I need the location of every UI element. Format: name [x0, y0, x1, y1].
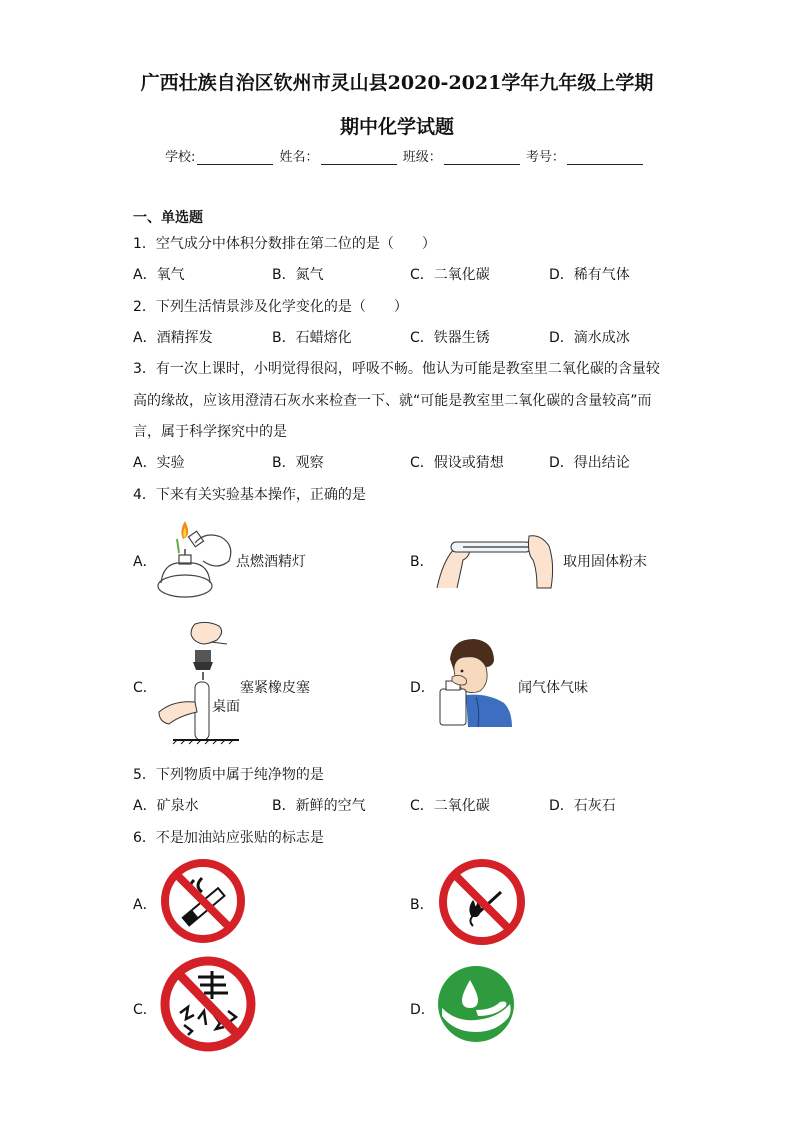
question-1-option-c[interactable]: C．二氧化碳: [410, 267, 490, 283]
question-5-stem: 5．下列物质中属于纯净物的是: [133, 767, 324, 783]
alcohol-lamp-lighting-illustration: [155, 513, 240, 601]
class-label: 班级：: [402, 150, 442, 165]
name-field[interactable]: [321, 150, 397, 165]
question-2-option-b[interactable]: B．石蜡熔化: [272, 330, 352, 346]
question-1-option-b[interactable]: B．氮气: [272, 267, 324, 283]
question-6-option-c-letter[interactable]: C．: [133, 1002, 157, 1018]
question-3-stem-line1: 3．有一次上课时，小明觉得很闷，呼吸不畅。他认为可能是教室里二氧化碳的含量较: [133, 361, 660, 377]
question-4-option-c-caption-table: 桌面: [212, 699, 240, 715]
question-3-stem-line3: 言，属于科学探究中的是: [133, 424, 287, 440]
question-5-option-d[interactable]: D．石灰石: [549, 798, 616, 814]
question-1-stem: 1．空气成分中体积分数排在第二位的是（ ）: [133, 236, 436, 252]
question-6-option-d-letter[interactable]: D．: [410, 1002, 435, 1018]
question-5-option-b[interactable]: B．新鲜的空气: [272, 798, 366, 814]
question-4-option-c-letter[interactable]: C．: [133, 680, 157, 696]
question-4-option-b-letter[interactable]: B．: [410, 554, 434, 570]
rubber-stopper-illustration: [155, 620, 245, 745]
question-4-stem: 4．下来有关实验基本操作，正确的是: [133, 487, 366, 503]
question-3-option-d[interactable]: D．得出结论: [549, 455, 630, 471]
question-3-option-a[interactable]: A．实验: [133, 455, 185, 471]
question-6-stem: 6．不是加油站应张贴的标志是: [133, 830, 324, 846]
question-3-option-c[interactable]: C．假设或猜想: [410, 455, 504, 471]
school-label: 学校:: [165, 150, 196, 165]
powder-test-tube-illustration: [433, 530, 558, 590]
question-2-option-c[interactable]: C．铁器生锈: [410, 330, 490, 346]
question-6-option-a-letter[interactable]: A．: [133, 897, 157, 913]
no-fireworks-icon: [158, 955, 258, 1053]
exam-number-field[interactable]: [567, 150, 643, 165]
question-3-option-b[interactable]: B．观察: [272, 455, 324, 471]
question-2-stem: 2．下列生活情景涉及化学变化的是（ ）: [133, 299, 408, 315]
class-field[interactable]: [444, 150, 520, 165]
question-1-option-d[interactable]: D．稀有气体: [549, 267, 630, 283]
section-heading: 一、单选题: [133, 210, 203, 226]
question-4-option-a-letter[interactable]: A．: [133, 554, 157, 570]
question-3-stem-line2: 高的缘故，应该用澄清石灰水来检查一下、就“可能是教室里二氧化碳的含量较高”而: [133, 393, 652, 409]
page-title: 广西壮族自治区钦州市灵山县2020-2021学年九年级上学期: [140, 72, 654, 94]
name-label: 姓名：: [279, 150, 319, 165]
question-4-option-d-caption: 闻气体气味: [518, 680, 588, 696]
question-4-option-b-caption: 取用固体粉末: [563, 554, 647, 570]
no-smoking-icon: [160, 858, 246, 944]
question-2-option-d[interactable]: D．滴水成冰: [549, 330, 630, 346]
exam-number-label: 考号：: [525, 150, 565, 165]
question-6-option-b-letter[interactable]: B．: [410, 897, 434, 913]
question-2-option-a[interactable]: A．酒精挥发: [133, 330, 213, 346]
info-fields: [165, 146, 645, 165]
page-title-line2: 期中化学试题: [339, 116, 454, 138]
school-field[interactable]: [197, 150, 273, 165]
question-1-option-a[interactable]: A．氧气: [133, 267, 185, 283]
smelling-gas-illustration: [436, 637, 514, 729]
no-open-flame-icon: [437, 858, 527, 946]
water-saving-icon: [436, 964, 516, 1044]
question-4-option-d-letter[interactable]: D．: [410, 680, 435, 696]
question-4-option-c-caption: 塞紧橡皮塞: [240, 680, 310, 696]
question-5-option-c[interactable]: C．二氧化碳: [410, 798, 490, 814]
question-5-option-a[interactable]: A．矿泉水: [133, 798, 199, 814]
question-4-option-a-caption: 点燃酒精灯: [236, 554, 306, 570]
